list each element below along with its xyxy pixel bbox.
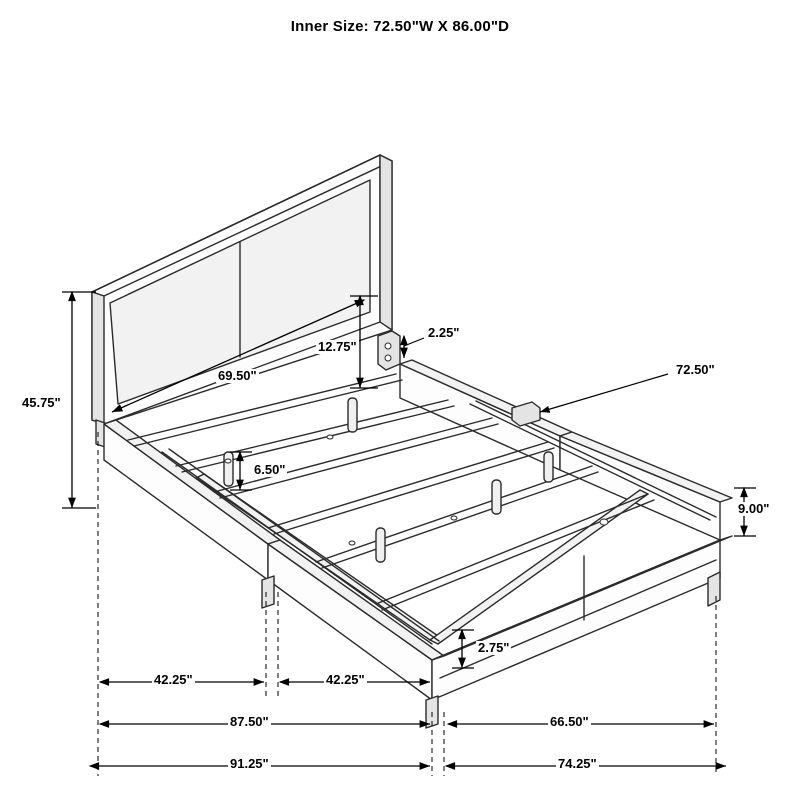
dimension-label-2-25: 2.25" [428,325,460,340]
dimension-label-12-75: 12.75" [318,339,357,354]
dimension-label-9-00: 9.00" [738,501,770,516]
dimension-label-6-50: 6.50" [254,462,286,477]
dimension-label-87-50: 87.50" [230,714,269,729]
dimension-label-72-50: 72.50" [676,362,715,377]
dimension-label-74-25: 74.25" [558,756,597,771]
dimension-label-45-75: 45.75" [22,395,61,410]
dimension-label-42-25-left: 42.25" [154,672,193,687]
page-title: Inner Size: 72.50"W X 86.00"D [290,18,510,35]
dimension-label-42-25-right: 42.25" [326,672,365,687]
dimension-label-66-50: 66.50" [550,714,589,729]
dimension-label-2-75: 2.75" [478,640,510,655]
dimension-label-91-25: 91.25" [230,756,269,771]
dimension-label-69-50: 69.50" [218,368,257,383]
